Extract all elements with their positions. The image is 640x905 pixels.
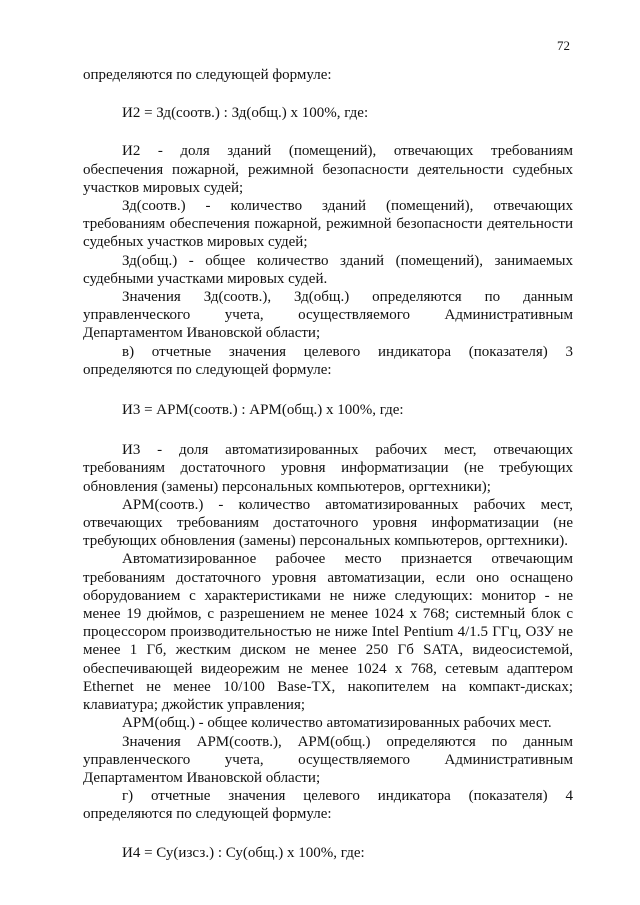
paragraph: Зд(общ.) - общее количество зданий (помещений), занимаемых судебными участками мировых судей.	[83, 252, 573, 287]
formula-i4: И4 = Су(изсз.) : Су(общ.) х 100%, где:	[122, 844, 365, 861]
formula-i3: И3 = АРМ(соотв.) : АРМ(общ.) х 100%, где:	[122, 402, 404, 419]
paragraph: г) отчетные значения целевого индикатора (показателя) 4 определяются по следующей формуле:	[83, 788, 573, 823]
paragraph: Значения Зд(соотв.), Зд(общ.) определяются по данным управленческого учета, осуществляемого Административным Департаментом Ивановской области;	[83, 289, 573, 342]
paragraph: Автоматизированное рабочее место признается отвечающим требованиям достаточного уровня автоматизации, если оно оснащено оборудованием с характеристиками не ниже следующих: монитор - не менее 19 дюймов, с разрешением не менее 1024 х 768; системный блок с процессором производительностью не ниже Intel Pentium 4/1.5 ГГц, ОЗУ не менее 1 Гб, жестким диском не менее 250 Гб SATA, видеосистемой, обеспечивающей видеорежим не менее 1024 х 768, сетевым адаптером Ethernet не менее 10/100 Base-TX, накопителем на компакт-дисках; клавиатура; джойстик управления;	[83, 551, 573, 714]
paragraph: И2 - доля зданий (помещений), отвечающих требованиям обеспечения пожарной, режимной безопасности деятельности судебных участков мировых судей;	[83, 143, 573, 196]
document-body	[83, 66, 573, 862]
paragraph: АРМ(соотв.) - количество автоматизированных рабочих мест, отвечающих требованиям достаточного уровня информатизации (не требующих обновления (замены) персональных компьютеров, оргтехники).	[83, 496, 573, 550]
paragraph: в) отчетные значения целевого индикатора (показателя) 3 определяются по следующей формуле:	[83, 343, 573, 378]
paragraph: Зд(соотв.) - количество зданий (помещений), отвечающих требованиям обеспечения пожарной, режимной безопасности деятельности судебных участков мировых судей;	[83, 198, 573, 251]
page-number: 72	[557, 38, 570, 53]
paragraph: определяются по следующей формуле:	[83, 67, 332, 83]
paragraph: АРМ(общ.) - общее количество автоматизированных рабочих мест.	[122, 715, 552, 732]
formula-i2: И2 = Зд(соотв.) : Зд(общ.) х 100%, где:	[122, 105, 369, 122]
paragraph: Значения АРМ(соотв.), АРМ(общ.) определяются по данным управленческого учета, осуществляемого Административным Департаментом Ивановской области;	[83, 733, 573, 786]
paragraph: И3 - доля автоматизированных рабочих мест, отвечающих требованиям достаточного уровня информатизации (не требующих обновления (замены) персональных компьютеров, оргтехники);	[83, 442, 573, 495]
